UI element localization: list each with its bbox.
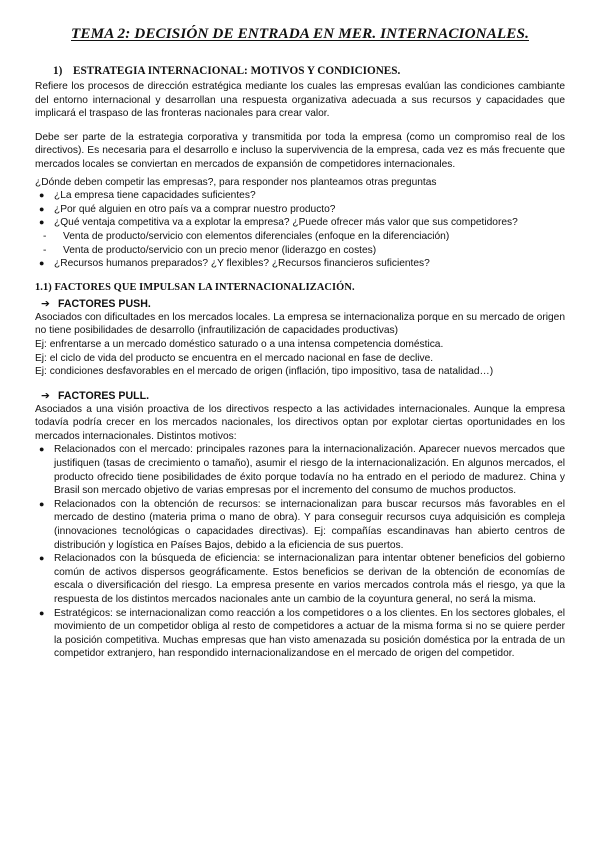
bullet-icon: ● [39,444,45,455]
push-example: Ej: condiciones desfavorables en el mercado de origen (inflación, tipo impositivo, tasa de natalidad…) [35,366,494,378]
question-list-end [35,257,565,271]
arrow-right-icon: ➔ [41,297,50,310]
list-item: ● ¿La empresa tiene capacidades suficientes? [39,190,256,202]
pull-paragraph: Asociados a una visión proactiva de los directivos respecto a las actividades internacionales. Aunque la empresa todavía podría crecer en los mercados nacionales, los directivos optan por explotar ciertas oportunidades en los mercados internacionales. Distintos motivos: [35,403,565,442]
list-item: ● ¿Qué ventaja competitiva va a explotar la empresa? ¿Puede ofrecer más valor que sus competidores? [39,217,518,229]
sub-list [35,230,565,257]
list-item: ● ¿Por qué alguien en otro país va a comprar nuestro producto? [39,203,336,215]
bullet-icon: ● [39,258,45,269]
section-1-heading [53,64,565,78]
list-item: ● Estratégicos: se internacionalizan como reacción a los competidores o a los clientes. En los sectores globales, el movimiento de un competidor obliga al resto de competidores a actuar de la misma forma si no se quiere perder la posición competitiva. Muchas empresas que han visto amenazada su posición doméstica por la entrada de un competidor extranjero, han respondido internacionalizandose en el mercado de origen del competidor. [39,607,565,660]
push-heading: ➔ FACTORES PUSH. [41,297,151,310]
section-1-heading-text: ESTRATEGIA INTERNACIONAL: MOTIVOS Y CONDICIONES. [73,65,401,77]
bullet-icon: ● [39,498,45,509]
document-page [35,24,565,661]
list-item: - Venta de producto/servicio con elementos diferenciales (enfoque en la diferenciación) [43,230,450,242]
list-item: ● Relacionados con la obtención de recursos: se internacionalizan para buscar recursos más favorables en el mercado de destino (materia prima o mano de obra). Y para conseguir recursos cuya adquisición es compleja (innovaciones tecnológicas o capacidades directivas). Ej: compañías escandinavas han abierto centros de distribución y logística en Países Bajos, debido a la eficiencia de sus puertos. [39,498,565,551]
section-1-paragraph-2: Debe ser parte de la estrategia corporativa y transmitida por toda la empresa (como un compromiso real de los directivos). Es necesaria para el desarrollo e incluso la supervivencia de la empresa, cada vez es más frecuente que mercados locales se conviertan en mercados de expansión de competidores internacionales. [35,131,565,170]
push-example: Ej: enfrentarse a un mercado doméstico saturado o a una intensa competencia doméstica. [35,338,444,350]
section-1-number: 1) [53,65,63,77]
motives-list [35,443,565,661]
page-title: TEMA 2: DECISIÓN DE ENTRADA EN MER. INTERNACIONALES. [71,25,529,42]
section-1-question: ¿Dónde deben competir las empresas?, para responder nos planteamos otras preguntas [35,176,437,188]
dash-icon: - [43,244,47,256]
question-list [35,189,565,230]
list-item: ● Relacionados con la búsqueda de eficiencia: se internacionalizan para intentar obtener beneficios del gobierno común de activos dispersos geográficamente. Estos beneficios se derivan de la obtención de economías de escala o diversificación del riesgo. La empresa presente en varios mercados controla más el riesgo, ya que la respuesta de los distintos mercados nacionales ante un cambio de la coyuntura general, no será la misma. [39,553,565,605]
list-item: ● Relacionados con el mercado: principales razones para la internacionalización. Aparecer nuevos mercados que justifiquen (tasas de crecimiento o tamaño), asumir el riesgo de la internacionalización. En algunos mercados, el producto ofrecido tiene posibilidades de éxito porque todavía no ha entrado en el periodo de madurez. China y Brasil son mercado objetivo de varias empresas por el incremento del consumo de muchos productos. [39,444,565,497]
arrow-right-icon: ➔ [41,389,50,402]
bullet-icon: ● [39,553,45,564]
push-paragraph: Asociados con dificultades en los mercados locales. La empresa se internacionaliza porque en su mercado de origen no tiene posibilidades de desarrollo (infrautilización de capacidades productivas) [35,311,565,337]
pull-heading: ➔ FACTORES PULL. [41,389,150,402]
list-item: - Venta de producto/servicio con un precio menor (liderazgo en costes) [43,244,377,256]
bullet-icon: ● [39,607,45,618]
bullet-icon: ● [39,203,45,214]
list-item: ● ¿Recursos humanos preparados? ¿Y flexibles? ¿Recursos financieros suficientes? [39,258,430,270]
dash-icon: - [43,230,47,242]
push-example: Ej: el ciclo de vida del producto se encuentra en el mercado nacional en fase de declive. [35,352,434,364]
section-1-1-heading: 1.1) FACTORES QUE IMPULSAN LA INTERNACIONALIZACIÓN. [35,281,355,293]
bullet-icon: ● [39,190,45,201]
bullet-icon: ● [39,217,45,228]
section-1-paragraph-1: Refiere los procesos de dirección estratégica mediante los cuales las empresas evalúan las condiciones cambiante del entorno internacional y desarrollan una respuesta organizativa adecuada a sus recursos y capacidades que implicará el traspaso de las fronteras nacionales para crear valor. [35,81,565,120]
